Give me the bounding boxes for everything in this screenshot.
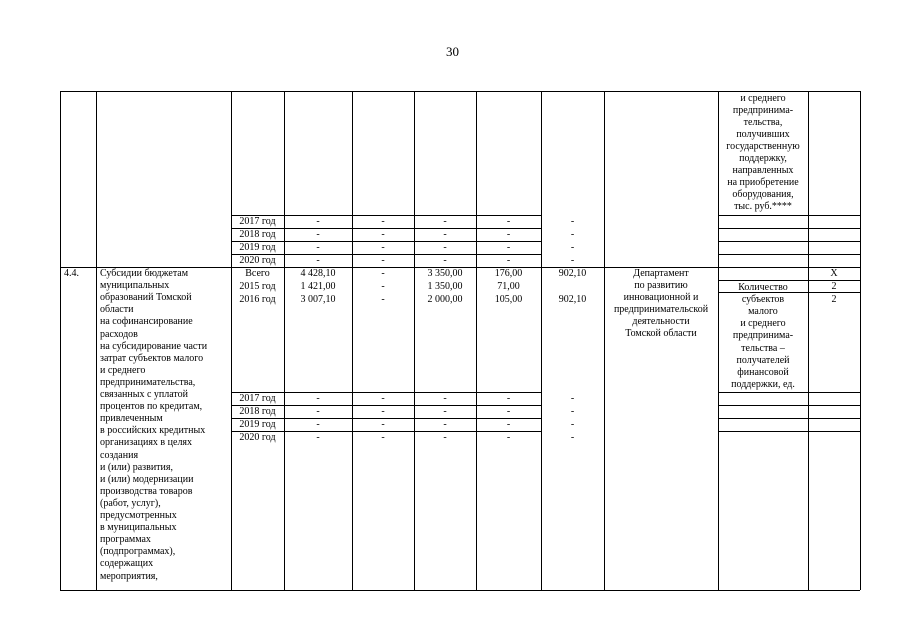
executor-line: предпринимательской (613, 304, 709, 315)
indicator-text-line: тыс. руб.**** (734, 201, 792, 212)
indicator-text-line: и среднего (740, 93, 786, 104)
table-col-line (604, 91, 605, 590)
indicator-line: тельства – (741, 342, 785, 354)
table-cell: - (570, 393, 575, 404)
table-cell: - (443, 432, 447, 443)
page-number: 30 (446, 44, 459, 59)
row-description-line: в российских кредитных (100, 425, 206, 437)
indicator-row-line (718, 405, 860, 406)
indicator-value: 2 (831, 281, 837, 292)
indicator-line: финансовой (737, 366, 789, 378)
table-cell: - (570, 419, 575, 430)
year-label: 2016 год (239, 294, 276, 305)
year-label: 2018 год (239, 406, 276, 417)
row-description-line: предусмотренных (100, 510, 177, 521)
table-cell: - (316, 406, 320, 417)
indicator-text-line: предпринима- (732, 105, 794, 116)
table-cell: - (316, 242, 320, 253)
indicator-text-line: оборудования, (732, 189, 794, 200)
indicator-line: Количество (738, 282, 788, 293)
row-number: 4.4. (64, 268, 79, 279)
indicator-row-line (718, 241, 860, 242)
row-description-line: затрат субъектов малого (100, 352, 204, 364)
indicator-line: субъектов (741, 294, 785, 306)
table-cell: - (316, 255, 320, 266)
executor-line: деятельности (632, 316, 690, 327)
table-cell: - (506, 216, 511, 227)
year-label: Всего (245, 268, 270, 279)
table-cell: - (506, 229, 511, 240)
table-cell: - (443, 229, 447, 240)
table-cell: - (570, 216, 575, 227)
table-cell: - (570, 432, 575, 443)
indicator-text-line: тельства, (743, 117, 783, 128)
table-cell: - (381, 419, 385, 430)
indicator-text-line: государственную (726, 141, 800, 152)
table-cell: - (443, 393, 447, 404)
row-description-line: предпринимательства, (100, 376, 196, 388)
indicator-row-line (718, 418, 860, 419)
row-description-line: расходов (100, 328, 138, 340)
indicator-line: поддержки, ед. (731, 378, 795, 390)
table-cell: - (316, 229, 320, 240)
table-cell: - (443, 419, 447, 430)
indicator-line: малого (748, 306, 778, 318)
indicator-text-line: получивших (736, 129, 790, 140)
indicator-value: X (830, 268, 838, 279)
row-description-line: образований Томской (100, 292, 192, 304)
table-cell: - (381, 216, 385, 227)
table-cell: 3 007,10 (300, 294, 336, 305)
table-cell: - (506, 242, 511, 253)
table-col-line (860, 91, 861, 590)
indicator-text-line: направленных (732, 165, 794, 176)
row-description-line: области (100, 304, 134, 316)
table-cell: - (443, 406, 447, 417)
table-cell: - (570, 242, 575, 253)
year-label: 2020 год (239, 255, 276, 266)
table-cell: - (506, 406, 511, 417)
table-cell: 3 350,00 (427, 268, 463, 279)
indicator-value: 2 (831, 294, 837, 305)
table-cell: - (506, 255, 511, 266)
table-cell: - (381, 268, 385, 279)
table-cell: 1 350,00 (427, 281, 463, 292)
table-col-line (231, 91, 232, 590)
table-cell: - (316, 419, 320, 430)
row-description-line: мероприятия, (100, 570, 158, 582)
row-description-line: (работ, услуг), (100, 497, 161, 509)
table-cell: - (381, 281, 385, 292)
table-cell: - (570, 255, 575, 266)
row-description-line: создания (100, 449, 139, 461)
table-cell: - (443, 216, 447, 227)
table-cell: - (506, 393, 511, 404)
indicator-line: получателей (736, 354, 790, 366)
table-col-line (96, 91, 97, 590)
row-description-line: привлеченным (100, 413, 163, 425)
table-cell: 902,10 (558, 268, 587, 279)
indicator-line: предпринима- (732, 330, 794, 342)
row-description-line: процентов по кредитам, (100, 401, 203, 413)
indicator-row-line (718, 254, 860, 255)
year-label: 2020 год (239, 432, 276, 443)
table-cell: - (506, 419, 511, 430)
table-cell: 71,00 (497, 281, 520, 292)
table-cell: - (381, 294, 385, 305)
table-cell: - (381, 432, 385, 443)
row-description-line: на софинансирование (100, 316, 193, 328)
table-cell: - (506, 432, 511, 443)
table-cell: - (443, 255, 447, 266)
row-description-line: связанных с уплатой (100, 389, 188, 400)
row-description-line: производства товаров (100, 485, 193, 497)
indicator-row-line (718, 392, 860, 393)
row-description-line: в муниципальных (100, 522, 177, 534)
table-cell: - (316, 432, 320, 443)
indicator-row-line (718, 215, 860, 216)
indicator-row-line (718, 228, 860, 229)
table-cell: - (381, 229, 385, 240)
table-cell: 1 421,00 (300, 281, 336, 292)
table-cell: - (381, 393, 385, 404)
year-label: 2017 год (239, 393, 276, 404)
year-label: 2017 год (239, 216, 276, 227)
row-description-line: организациях в целях (100, 437, 193, 449)
table-cell: - (316, 216, 320, 227)
indicator-line: и среднего (740, 318, 786, 330)
table-col-line (808, 91, 809, 590)
executor-line: по развитию (634, 280, 688, 291)
table-col-line (414, 91, 415, 590)
year-label: 2019 год (239, 419, 276, 430)
table-cell: - (443, 242, 447, 253)
row-description-line: программах (100, 534, 151, 546)
table-cell: 105,00 (494, 294, 523, 305)
table-cell: 2 000,00 (427, 294, 463, 305)
row-description-line: (подпрограммах), (100, 546, 176, 558)
row-description-line: и (или) развития, (100, 461, 173, 473)
table-bottom-line (60, 590, 860, 591)
executor-line: инновационной и (623, 292, 699, 303)
year-label: 2019 год (239, 242, 276, 253)
table-cell: 4 428,10 (300, 268, 336, 279)
table-cell: - (570, 229, 575, 240)
table-cell: - (381, 406, 385, 417)
table-col-line (476, 91, 477, 590)
year-label: 2015 год (239, 281, 276, 292)
row-description-line: муниципальных (100, 280, 170, 292)
indicator-row-line (718, 431, 860, 432)
table-cell: - (570, 406, 575, 417)
year-label: 2018 год (239, 229, 276, 240)
table-cell: - (381, 242, 385, 253)
row-description-line: Субсидии бюджетам (100, 268, 189, 279)
row-description-line: и среднего (100, 364, 146, 376)
table-cell: 176,00 (494, 268, 523, 279)
table-top-line (60, 91, 860, 92)
row-description-line: содержащих (100, 558, 154, 570)
indicator-text-line: на приобретение (727, 177, 799, 188)
executor-line: Департамент (633, 268, 689, 279)
table-col-line (352, 91, 353, 590)
executor-line: Томской области (625, 328, 697, 339)
table-cell: - (316, 393, 320, 404)
indicator-text-line: поддержку, (739, 153, 787, 164)
table-cell: 902,10 (558, 294, 587, 305)
table-col-line (284, 91, 285, 590)
row-description-line: и (или) модернизации (100, 473, 194, 485)
table-col-line (60, 91, 61, 590)
table-col-line (541, 91, 542, 590)
table-cell: - (381, 255, 385, 266)
row-description-line: на субсидирование части (100, 340, 208, 352)
